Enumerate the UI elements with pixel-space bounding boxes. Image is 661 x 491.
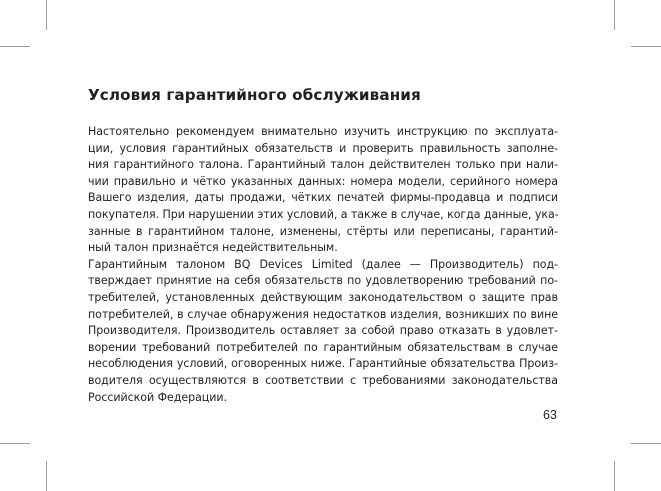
text-line: ния гарантийного талона. Гарантийный талон действителен только при нали-: [88, 158, 558, 172]
text-line: тверждает принятие на себя обязательств по удовлетворению требований по-: [88, 274, 558, 288]
crop-mark-bottom-left-vertical: [46, 461, 47, 491]
text-line: Вашего изделия, даты продажи, чётких печатей фирмы-продавца и подписи: [88, 191, 558, 205]
text-line: покупателя. При нарушении этих условий, а также в случае, когда данные, ука-: [88, 207, 559, 221]
crop-mark-bottom-right-vertical: [614, 461, 615, 491]
text-line: ный талон признаётся недействительным.: [88, 241, 338, 255]
crop-mark-top-left-vertical: [46, 0, 47, 30]
text-line: Гарантийным талоном BQ Devices Limited (далее — Производитель) под-: [88, 257, 558, 271]
text-line: потребителей, в случае обнаружения недостатков изделия, возникших по вине: [88, 307, 558, 321]
text-line: занные в гарантийном талоне, изменены, стёрты или переписаны, гарантий-: [88, 224, 558, 238]
page-number: 63: [543, 408, 557, 422]
crop-mark-top-right-horizontal: [631, 46, 661, 47]
text-line: Российской Федерации.: [88, 390, 227, 404]
crop-mark-bottom-left-horizontal: [0, 443, 30, 444]
crop-mark-top-right-vertical: [614, 0, 615, 30]
text-line: требителей, установленных действующим законодательством о защите прав: [88, 290, 558, 304]
text-line: Производителя. Производитель оставляет за собой право отказать в удовлет-: [88, 324, 558, 338]
crop-mark-bottom-right-horizontal: [631, 443, 661, 444]
text-line: чии правильно и чётко указанных данных: номера модели, серийного номера: [88, 174, 558, 188]
text-line: ции, условия гарантийных обязательств и проверить правильность заполне-: [88, 141, 558, 155]
text-line: ворении требований потребителей по гарантийным обязательствам в случае: [88, 340, 558, 354]
text-line: несоблюдения условий, оговоренных ниже. Гарантийные обязательства Произ-: [88, 357, 558, 371]
crop-mark-top-left-horizontal: [0, 46, 30, 47]
text-line: водителя осуществляются в соответствии с требованиями законодательства: [88, 373, 558, 387]
page-title: Условия гарантийного обслуживания: [88, 86, 421, 104]
text-line: Настоятельно рекомендуем внимательно изучить инструкцию по эксплуата-: [88, 125, 558, 138]
warranty-body-text: [88, 124, 558, 406]
